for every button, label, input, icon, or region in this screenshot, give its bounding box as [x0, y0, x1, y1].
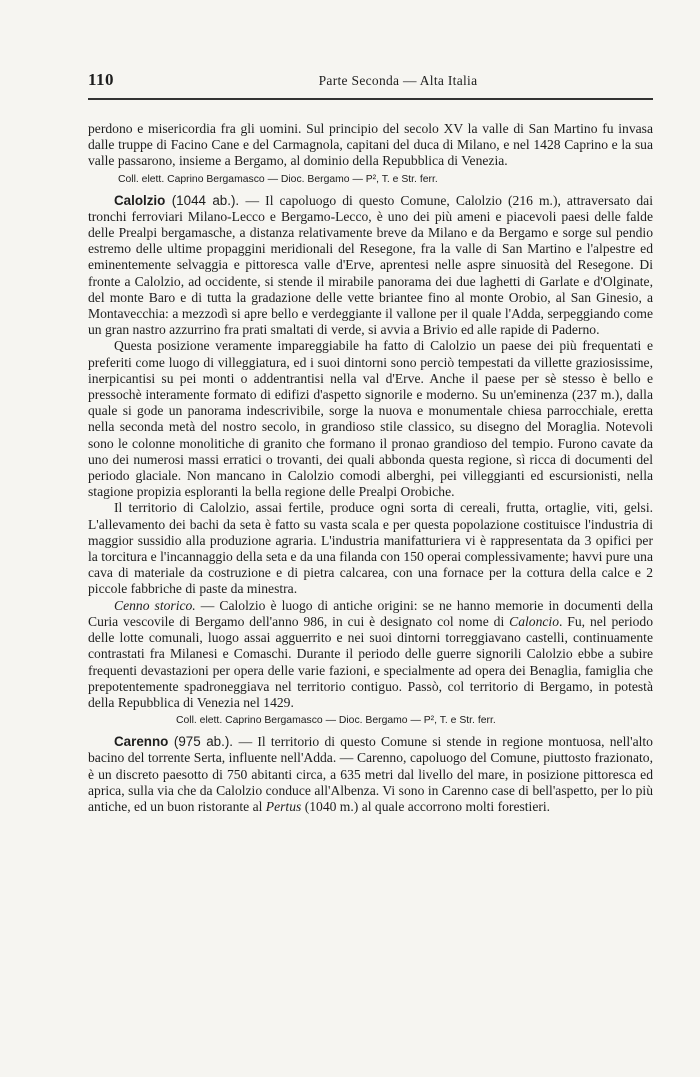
- paragraph-carenno: [88, 734, 653, 815]
- carenno-text-a: — Il territorio di questo Comune si stende in regione montuosa, nell'alto bacino del torrente Serta, influente nell'Adda. — Carenno, capoluogo del Comune, piuttosto frazionato, è un discreto paesotto di 750 abitanti circa, a 635 metri dal livello del mare, in posizione pittoresca ed aprica, sulla via che da Calolzio conduce all'Albenza. Vi sono in Carenno case di bell'aspetto, per lo più antiche, ed un buon ristorante al: [88, 734, 653, 814]
- history-text-a: — Calolzio è luogo di antiche origini: se ne hanno memorie in documenti della Curia vescovile di Bergamo dell'anno 986, in cui è designato col nome di: [88, 597, 653, 629]
- entry-population-calolzio: (1044 ab.).: [165, 192, 246, 208]
- page-body: [88, 121, 653, 815]
- carenno-text-b: (1040 m.) al quale accorrono molti forestieri.: [301, 798, 551, 814]
- caloncio-name: Caloncio: [509, 613, 559, 629]
- paragraph-calolzio-position: Questa posizione veramente impareggiabile ha fatto di Calolzio un paese dei più frequentati e preferiti come luogo di villeggiatura, ed i suoi dintorni sono perciò tempestati da villette graziosissime, inerpicantisi su pei monti o addentrantisi nella val d'Erve. Anche il paese per sè stesso è bello e pressochè interamente formato di edifizi d'aspetto signorile e moderno. Su un'eminenza (237 m.), dalla quale si gode un panorama indescrivibile, sorge la nuova e monumentale chiesa parrocchiale, eretta nella seconda metà del nostro secolo, in grandioso stile classico, su disegno del Moraglia. Notevoli sono le colonne monolitiche di granito che formano il pronao grandioso del tempio. Furono cavate da uno dei numerosi massi erratici o trovanti, dei quali abbonda questa regione, sì ricca di documenti del periodo glaciale. Non mancano in Calolzio comodi alberghi, pei villeggianti ed escursionisti, nella stagione propizia esploranti la bella regione delle Prealpi Orobiche.: [88, 338, 653, 500]
- page-header: [88, 70, 653, 92]
- paragraph-calolzio-intro: [88, 193, 653, 339]
- entry-population-carenno: (975 ab.).: [168, 734, 239, 750]
- cenno-storico-label: Cenno storico.: [114, 597, 196, 613]
- entry-heading-carenno: [114, 734, 239, 749]
- pertus-name: Pertus: [265, 798, 302, 814]
- entry-name-calolzio: Calolzio: [114, 192, 166, 208]
- electoral-note-calolzio: Coll. elett. Caprino Bergamasco — Dioc. Bergamo — P², T. e Str. ferr.: [176, 715, 496, 727]
- calolzio-description: — Il capoluogo di questo Comune, Calolzio (216 m.), attraversato dai tronchi ferroviari Milano-Lecco e Bergamo-Lecco, è uno dei più ameni e piacevoli paesi delle falde delle Prealpi bergamasche, a distanza relativamente breve da Milano e da Bergamo e sorge sul pendio estremo delle ultime propaggini meridionali del Resegone, fra la valle di San Martino e l'alpestre ed eminentemente selvaggia e pittoresca valle d'Erve, aprentesi nelle aspre sinuosità del Resegone. Di fronte a Calolzio, ad occidente, si stende il mirabile panorama dei due laghetti di Garlate e d'Olginate, del monte Baro e di tutta la gradazione delle vette briantee fino al monte Orobio, al San Ginesio, a Montavecchia: a mezzodì si apre bello e verdeggiante il vallone per il quale l'Adda, serpeggiando come un gran nastro azzurrino fra prati smaltati di verde, si avvia a Brivio ed alle rapide di Paderno.: [88, 192, 653, 338]
- paragraph-caprino-history: perdono e misericordia fra gli uomini. Sul principio del secolo XV la valle di San Martino fu invasa dalle truppe di Facino Cane e del Carmagnola, capitani del duca di Milano, e nel 1428 Caprino e la sua valle passarono, insieme a Bergamo, al dominio della Repubblica di Venezia.: [88, 121, 653, 169]
- paragraph-calolzio-history: [88, 598, 653, 711]
- paragraph-calolzio-territory: Il territorio di Calolzio, assai fertile, produce ogni sorta di cereali, frutta, ortaglie, viti, gelsi. L'allevamento dei bachi da seta è fatto su vasta scala e per questa popolazione costituisce l'industria di maggior sussidio alla produzione agraria. L'industria manifatturiera vi è rappresentata da 3 opifici per la torcitura e l'incannaggio della seta e da una filanda con 150 operai complessivamente; havvi pure una cava di materiale da costruzione e di pietra calcarea, con una fornace per la cottura della calce e 2 piccole fabbriche di paste da minestra.: [88, 500, 653, 597]
- history-text-b: . Fu, nel periodo delle lotte comunali, luogo assai agguerrito e nei suoi dintorni torreggiavano castelli, continuamente contrastati fra Milanesi e Comaschi. Durante il periodo delle guerre signorili Calolzio ebbe a subire frequenti devastazioni per opera delle varie fazioni, e specialmente ad opera dei Benaglia, famiglia che prepotentemente spadroneggiava nel territorio contiguo. Passò, col territorio di Bergamo, in potestà della Repubblica di Venezia nel 1429.: [88, 613, 653, 710]
- entry-name-carenno: Carenno: [114, 734, 169, 750]
- entry-heading-calolzio: [114, 193, 246, 208]
- page-number: 110: [88, 70, 115, 89]
- electoral-note-caprino: Coll. elett. Caprino Bergamasco — Dioc. Bergamo — P², T. e Str. ferr.: [118, 173, 438, 185]
- header-rule: [88, 98, 653, 100]
- running-title: Parte Seconda — Alta Italia: [318, 73, 478, 88]
